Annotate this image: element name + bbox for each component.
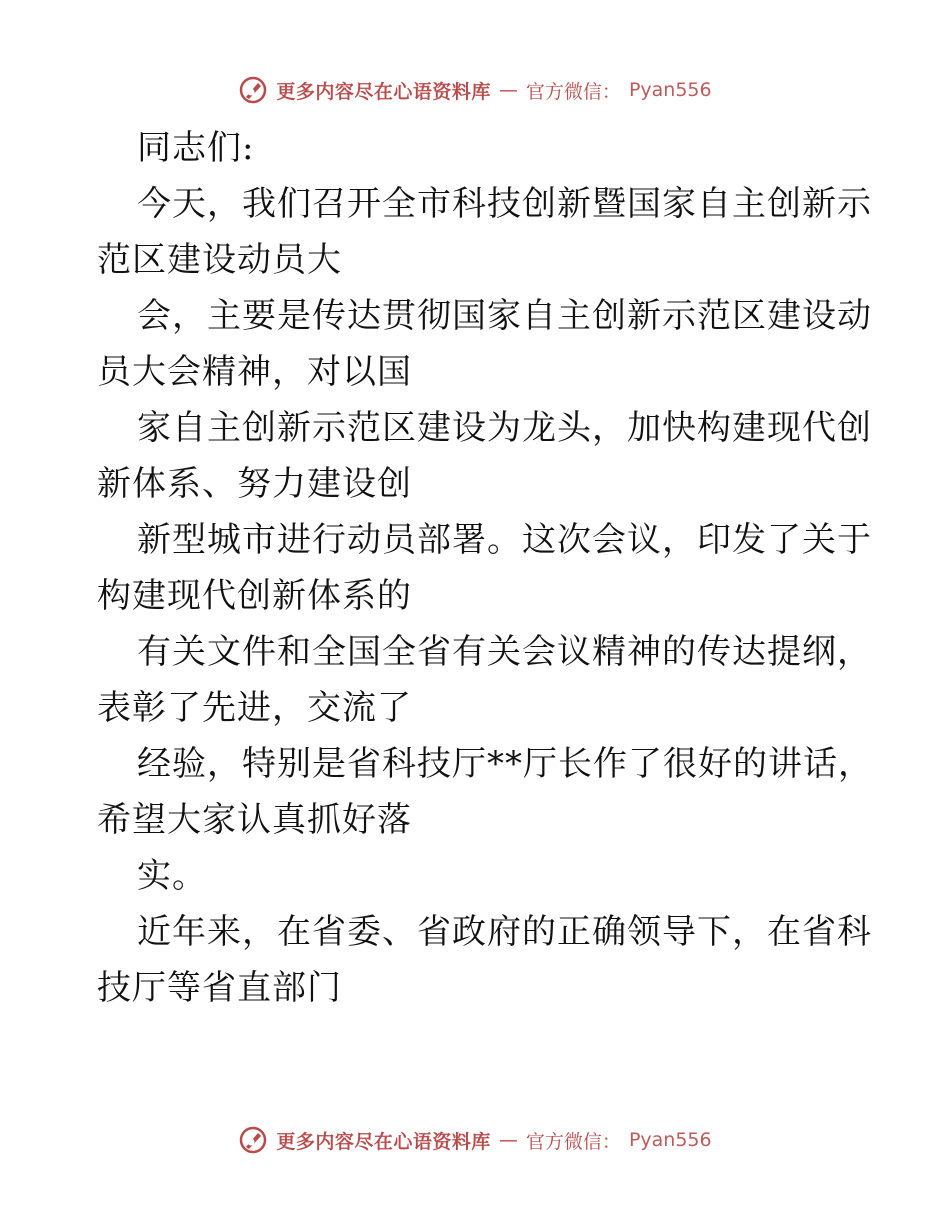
footer-banner	[0, 1120, 950, 1160]
document-body	[97, 120, 873, 1016]
paragraph-line: 技厅等省直部门	[97, 968, 342, 1008]
paragraph-line: 经验，特别是省科技厅**厅长作了很好的讲话，	[137, 744, 873, 784]
footer-brand-text: 更多内容尽在心语资料库	[276, 1130, 491, 1153]
salutation: 同志们:	[137, 128, 255, 168]
paragraph-line: 有关文件和全国全省有关会议精神的传达提纲，	[137, 632, 872, 672]
header-wechat-account: Pyan556	[628, 79, 712, 101]
paragraph-line: 今天，我们召开全市科技创新暨国家自主创新示	[137, 184, 872, 224]
footer-separator: —	[498, 1129, 518, 1151]
footer-wechat-account: Pyan556	[628, 1129, 712, 1151]
paragraph-line: 表彰了先进，交流了	[97, 688, 412, 728]
paragraph-line: 家自主创新示范区建设为龙头，加快构建现代创	[137, 408, 872, 448]
paragraph-line: 范区建设动员大	[97, 240, 342, 280]
paragraph-line: 构建现代创新体系的	[97, 576, 412, 616]
header-separator: —	[498, 79, 518, 101]
paragraph-line: 新型城市进行动员部署。这次会议，印发了关于	[137, 520, 872, 560]
paragraph-line: 实。	[137, 856, 207, 896]
paragraph-line: 会，主要是传达贯彻国家自主创新示范区建设动	[137, 296, 872, 336]
paragraph-line: 员大会精神，对以国	[97, 352, 412, 392]
header-banner	[0, 70, 950, 110]
paragraph-line: 希望大家认真抓好落	[97, 800, 412, 840]
header-wechat-label: 官方微信：	[525, 80, 621, 103]
paragraph-line: 新体系、努力建设创	[97, 464, 412, 504]
quill-logo-icon	[238, 1125, 268, 1155]
quill-logo-icon	[238, 75, 268, 105]
footer-wechat-label: 官方微信：	[525, 1130, 621, 1153]
paragraph-line: 近年来，在省委、省政府的正确领导下，在省科	[137, 912, 872, 952]
header-brand-text: 更多内容尽在心语资料库	[276, 80, 491, 103]
